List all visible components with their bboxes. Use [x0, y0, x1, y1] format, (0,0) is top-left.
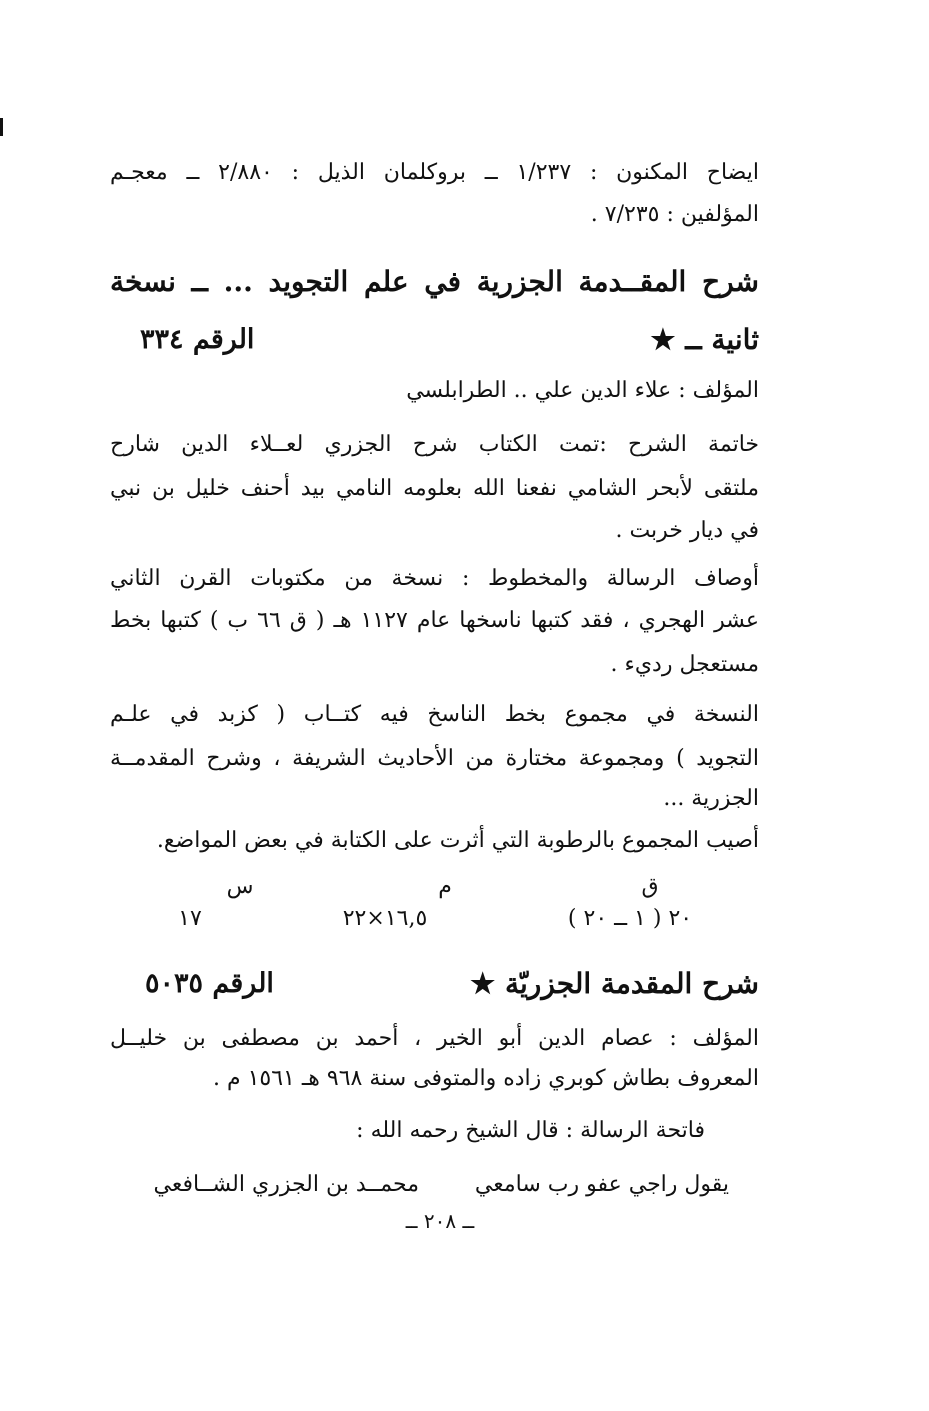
previous-entry-references-line-2: المؤلفين : ٧/٢٣٥ . [590, 202, 759, 227]
entry-334-title-line-1: شرح المقــدمة الجزرية في علم التجويد ... ــ نسخة [110, 265, 759, 298]
entry-5035-title: شرح المقدمة الجزريّة ★ [470, 967, 759, 1000]
measurement-header-leaves: ق [641, 874, 659, 899]
entry-334-description-line-2: عشر الهجري ، فقد كتبها ناسخها عام ١١٢٧ هـ ( ق ٦٦ ب ) كتبها بخط [110, 608, 759, 633]
measurement-header-lines: س [226, 874, 254, 899]
entry-5035-author-line-2: المعروف بطاش كوبري زاده والمتوفى سنة ٩٦٨ هـ ١٥٦١ م . [212, 1066, 759, 1091]
entry-334-colophon-line-2: ملتقى لأبحر الشامي نفعنا الله بعلومه النامي بيد أحنف خليل بن نبي [110, 476, 759, 501]
entry-334-damage-note: أصيب المجموع بالرطوبة التي أثرت على الكتابة في بعض المواضع. [156, 828, 759, 853]
entry-334-colophon-line-3: في ديار خربت . [615, 518, 759, 543]
entry-334-number: الرقم ٣٣٤ [140, 324, 255, 355]
entry-334-collection-line-3: الجزرية ... [663, 786, 759, 811]
entry-334-description-line-1: أوصاف الرسالة والمخطوط : نسخة من مكتوبات القرن الثاني [110, 566, 759, 591]
entry-334-author: المؤلف : علاء الدين علي .. الطرابلسي [406, 378, 759, 403]
verse-hemistich-left: محمــد بن الجزري الشــافعي [153, 1172, 419, 1197]
entry-5035-opening: فاتحة الرسالة : قال الشيخ رحمه الله : [356, 1118, 705, 1143]
entry-334-collection-line-1: النسخة في مجموع بخط الناسخ فيه كتــاب ( كزبد في علـم [110, 702, 759, 727]
previous-entry-references-line-1: ايضاح المكنون : ١/٢٣٧ ــ بروكلمان الذيل : ٢/٨٨٠ ــ معجـم [110, 160, 759, 185]
entry-334-title-line-2: ثانية ــ ★ [650, 323, 759, 356]
entry-334-collection-line-2: التجويد ) ومجموعة مختارة من الأحاديث الشريفة ، وشرح المقدمــة [110, 746, 759, 771]
measurement-value-lines: ١٧ [178, 906, 202, 931]
verse-hemistich-right: يقول راجي عفو رب سامعي [474, 1172, 729, 1197]
entry-334-description-line-3: مستعجل رديء . [610, 652, 759, 677]
measurement-value-size: ١٦,٥×٢٢ [342, 906, 428, 931]
measurement-header-size: م [438, 874, 452, 899]
entry-5035-author-line-1: المؤلف : عصام الدين أبو الخير ، أحمد بن مصطفى بن خليــل [110, 1026, 759, 1051]
page-number: ــ ٢٠٨ ــ [405, 1209, 475, 1233]
entry-334-colophon-line-1: خاتمة الشرح :تمت الكتاب شرح الجزري لعــلاء الدين شارح [110, 432, 759, 457]
entry-5035-number: الرقم ٥٠٣٥ [145, 968, 274, 999]
measurement-value-leaves: ٢٠ ( ١ ــ ٢٠ ) [567, 906, 693, 931]
margin-scan-mark [0, 118, 3, 136]
